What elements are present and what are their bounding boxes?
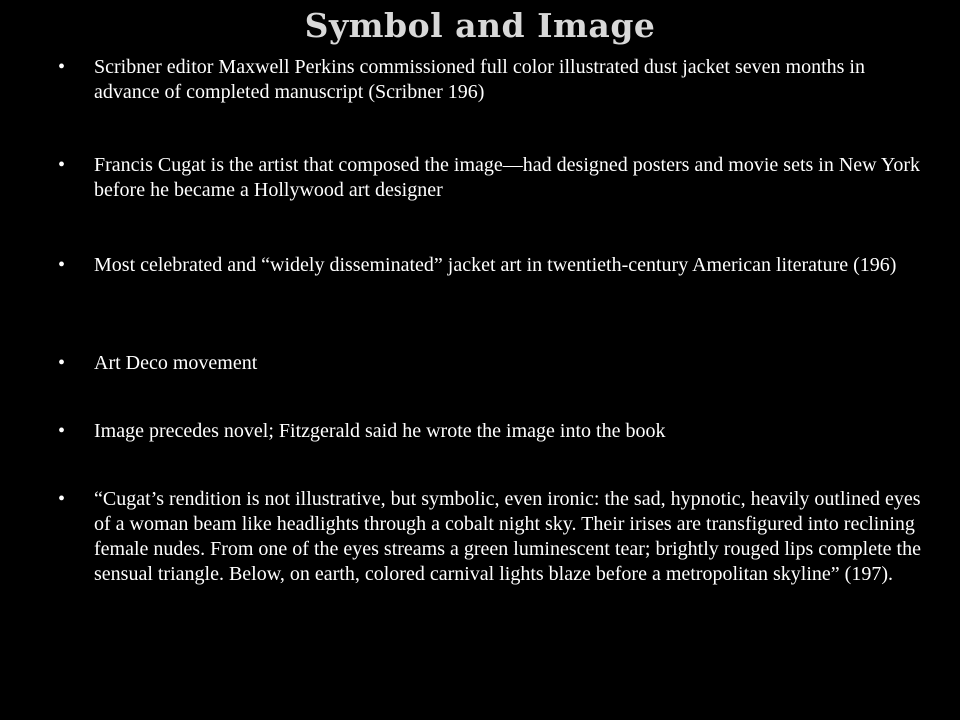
bullet-text: Scribner editor Maxwell Perkins commissioned full color illustrated dust jacket seven months in advance of completed manuscript (Scribner 196): [94, 56, 865, 103]
bullet-dot-icon: •: [58, 254, 66, 276]
bullet-text: Image precedes novel; Fitzgerald said he wrote the image into the book: [94, 420, 666, 442]
bullet-dot-icon: •: [58, 56, 66, 78]
bullet-dot-icon: •: [58, 488, 66, 510]
bullet-dot-icon: •: [58, 420, 66, 442]
bullet-text: Most celebrated and “widely disseminated” jacket art in twentieth-century American literature (196): [94, 254, 897, 276]
bullet-text: Francis Cugat is the artist that composed the image—had designed posters and movie sets in New York before he became a Hollywood art designer: [94, 154, 920, 201]
bullet-text: “Cugat’s rendition is not illustrative, but symbolic, even ironic: the sad, hypnotic, heavily outlined eyes of a woman beam like headlights through a cobalt night sky. Their irises are transfigured into reclining female nudes. From one of the eyes streams a green luminescent tear; brightly rouged lips complete the sensual triangle. Below, on earth, colored carnival lights blaze before a metropolitan skyline” (197).: [94, 488, 921, 585]
bullet-text: Art Deco movement: [94, 352, 258, 374]
bullet-dot-icon: •: [58, 154, 66, 176]
bullet-dot-icon: •: [58, 352, 66, 374]
slide-title: Symbol and Image: [304, 6, 656, 45]
